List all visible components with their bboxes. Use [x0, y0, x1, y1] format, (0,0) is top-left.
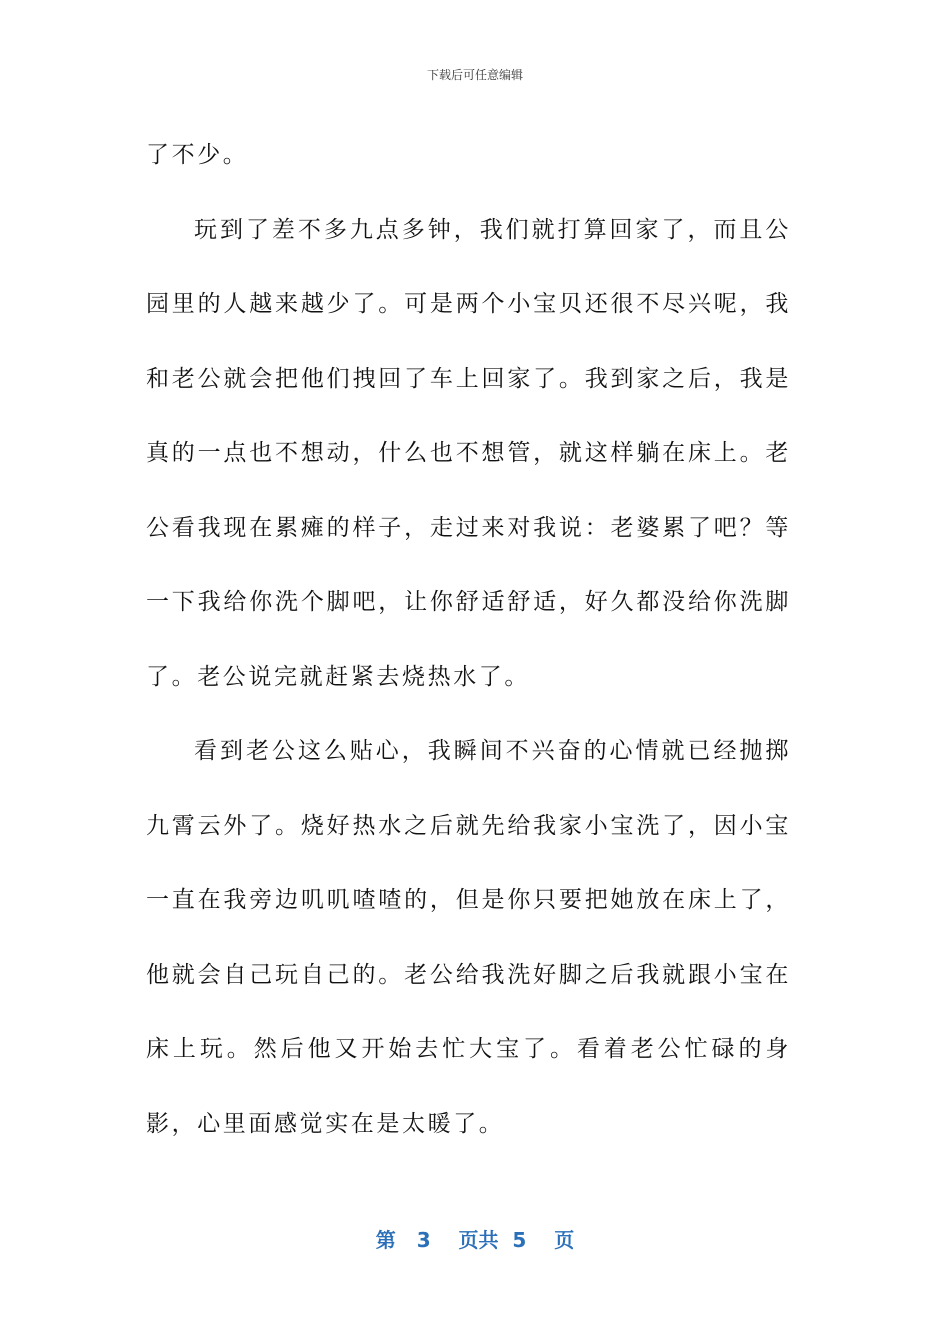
paragraph: 了不少。 — [146, 142, 249, 168]
paragraph: 玩到了差不多九点多钟，我们就打算回家了，而且公园里的人越来越少了。可是两个小宝贝还很不尽兴呢，我和老公就会把他们拽回了车上回家了。我到家之后，我是真的一点也不想动，什么也不想管，就这样躺在床上。老公看我现在累瘫的样子，走过来对我说：老婆累了吧？等一下我给你洗个脚吧，让你舒适舒适，好久都没给你洗脚了。老公说完就赶紧去烧热水了。 — [146, 216, 791, 690]
current-page-number: 3 — [416, 1228, 431, 1252]
page-number-footer — [0, 1224, 950, 1253]
paragraph: 看到老公这么贴心，我瞬间不兴奋的心情就已经抛掷九霄云外了。烧好热水之后就先给我家小宝洗了，因小宝一直在我旁边叽叽喳喳的，但是你只要把她放在床上了，他就会自己玩自己的。老公给我洗好脚之后我就跟小宝在床上玩。然后他又开始去忙大宝了。看着老公忙碌的身影，心里面感觉实在是太暖了。 — [146, 738, 791, 1137]
document-body — [146, 118, 791, 1161]
total-pages-number: 5 — [512, 1228, 527, 1252]
page-label-suffix: 页 — [554, 1228, 575, 1252]
header-note: 下载后可任意编辑 — [426, 68, 523, 82]
page-label-prefix: 第 — [375, 1228, 396, 1252]
page-label-mid: 页共 — [458, 1228, 499, 1252]
